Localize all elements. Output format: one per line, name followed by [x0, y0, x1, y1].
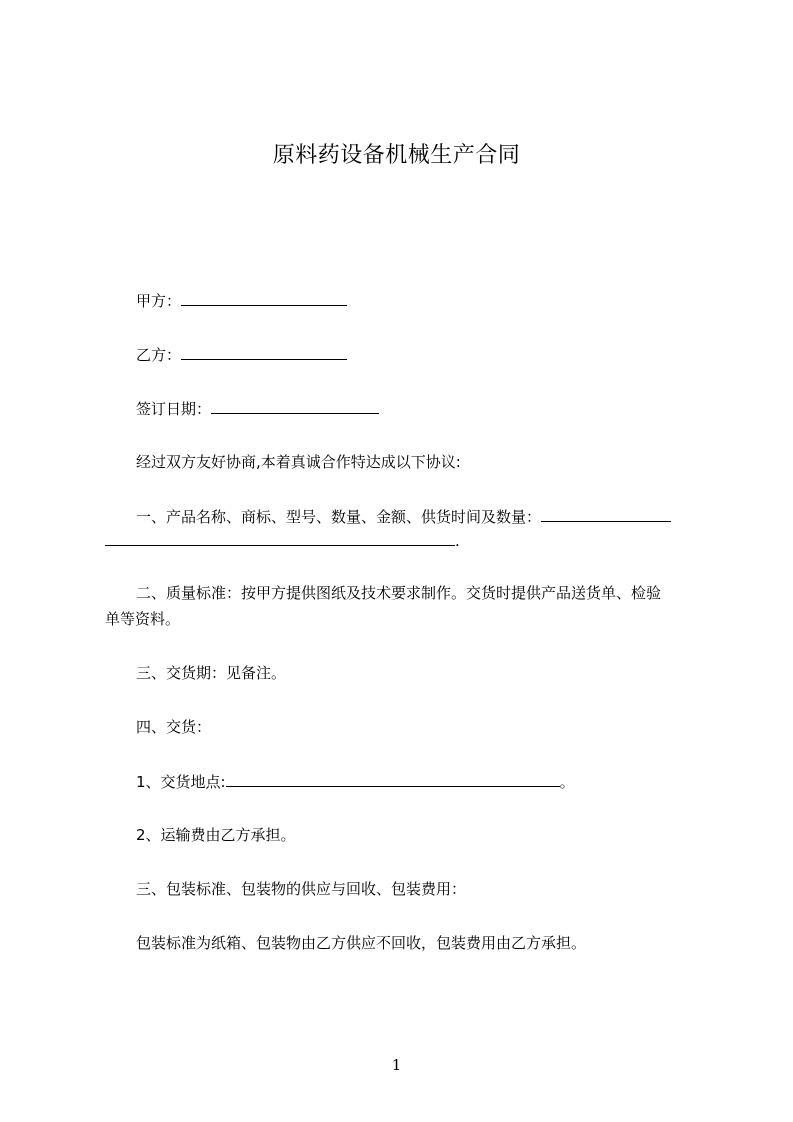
- clause-1-end: .: [455, 532, 460, 550]
- intro-paragraph: 经过双方友好协商,本着真诚合作特达成以下协议:: [136, 453, 461, 471]
- party-b-label: 乙方：: [136, 346, 182, 364]
- page-number: 1: [391, 1056, 402, 1074]
- clause-packaging-heading: 三、包装标准、包装物的供应与回收、包装费用：: [136, 880, 467, 898]
- clause-2-line-2: 单等资料。: [105, 610, 181, 628]
- party-a-line: [136, 289, 347, 312]
- party-a-label: 甲方：: [136, 292, 182, 310]
- sign-date-label: 签订日期：: [136, 400, 212, 418]
- clause-1-label: 一、产品名称、商标、型号、数量、金额、供货时间及数量：: [136, 508, 542, 526]
- clause-3: 三、交货期：见备注。: [136, 664, 287, 682]
- clause-2-line-1: 二、质量标准：按甲方提供图纸及技术要求制作。交货时提供产品送货单、检验: [136, 584, 662, 602]
- clause-1-blank-first[interactable]: [541, 505, 671, 522]
- clause-4: 四、交货：: [136, 718, 212, 736]
- party-b-line: [136, 343, 347, 366]
- delivery-location-label: 1、交货地点:: [136, 773, 226, 791]
- sign-date-blank[interactable]: [211, 397, 379, 414]
- delivery-location-end: 。: [559, 773, 575, 791]
- clause-1-continuation: [105, 529, 460, 552]
- page-title: 原料药设备机械生产合同: [272, 143, 521, 168]
- sign-date-line: [136, 397, 379, 420]
- transport-fee-item: 2、运输费由乙方承担。: [136, 826, 296, 844]
- party-a-blank[interactable]: [181, 289, 347, 306]
- delivery-location-line: [136, 770, 575, 793]
- party-b-blank[interactable]: [181, 343, 347, 360]
- clause-1-blank-second[interactable]: [105, 529, 455, 546]
- clause-1-line: [136, 505, 671, 528]
- packaging-paragraph: 包装标准为纸箱、包装物由乙方供应不回收，包装费用由乙方承担。: [136, 934, 587, 952]
- delivery-location-blank[interactable]: [226, 770, 560, 787]
